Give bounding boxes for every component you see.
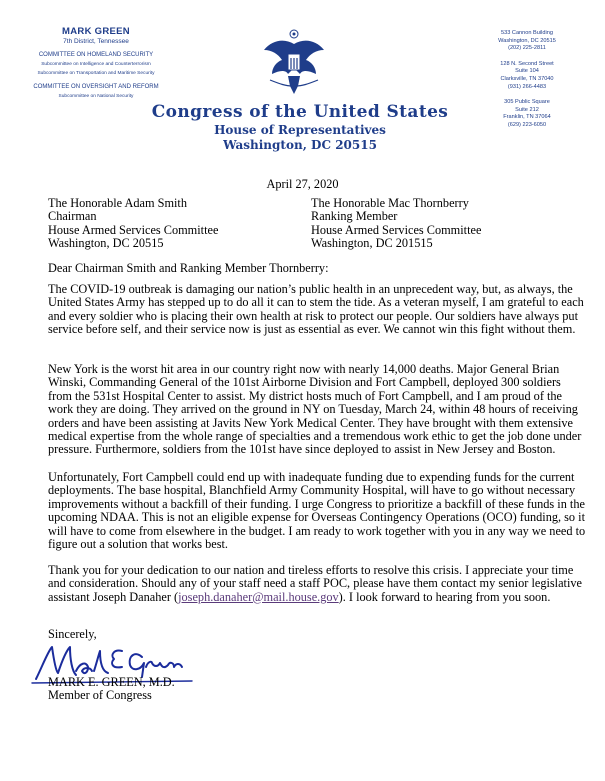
address-line: Washington, DC 20515 xyxy=(48,236,164,251)
signer-name: MARK E. GREEN, M.D. xyxy=(48,675,175,689)
body-paragraph xyxy=(48,564,586,604)
address-line: Suite 104 xyxy=(515,68,539,75)
committee-name: COMMITTEE ON OVERSIGHT AND REFORM xyxy=(33,84,159,90)
address-line: House Armed Services Committee xyxy=(311,222,482,237)
office-address xyxy=(477,61,577,91)
address-line: House Armed Services Committee xyxy=(48,222,219,237)
address-line: Washington, DC 201515 xyxy=(311,236,433,251)
office-address xyxy=(477,30,577,53)
address-line: Chairman xyxy=(48,209,97,224)
body-paragraph xyxy=(48,283,586,337)
paragraph-text: New York is the worst hit area in our country right now with nearly 14,000 deaths. Major General Brian Winski, Commanding General of the 101st Airborne Division and Fort Campbell, deployed 300 soldiers from the 531st Hospital Center to assist. My district hosts much of Fort Campbell, and I am proud of the work they are doing. They arrived on the ground in NY on Tuesday, March 24, within 48 hours of receiving orders and have been assisting at Javits New York Medical Center. They have brought with them extensive medical expertise from the whole range of specialties and a tremendous work ethic to get the job done under pressure. Furthermore, soldiers from the 101st have since deployed to assist in New Jersey and Boston. xyxy=(48,362,582,457)
address-line: 128 N. Second Street xyxy=(500,60,554,67)
email-link[interactable]: joseph.danaher@mail.house.gov xyxy=(178,589,339,604)
body-paragraph xyxy=(48,363,586,457)
letterhead-left xyxy=(10,26,182,100)
letterhead-right xyxy=(477,30,577,138)
phone-line: (629) 223-6050 xyxy=(507,121,547,128)
congress-title: Congress of the United States xyxy=(151,102,449,122)
signer-block xyxy=(48,676,175,703)
address-line: Suite 212 xyxy=(515,106,539,113)
address-line: The Honorable Adam Smith xyxy=(48,196,188,210)
recipient-address xyxy=(311,197,481,251)
member-district: 7th District, Tennessee xyxy=(63,38,129,45)
paragraph-text-start: Thank you for your dedication to our nation and tireless efforts to resolve this crisis. I appreciate your time and consideration. Should any of your staff need a staff POC, please have them contact my senior legislative assistant Joseph Danaher ( xyxy=(48,563,582,604)
address-line: Washington, DC 20515 xyxy=(498,37,556,44)
letterhead-title xyxy=(150,102,450,152)
letter-date: April 27, 2020 xyxy=(266,177,339,191)
address-line: 533 Cannon Building xyxy=(501,30,553,36)
phone-line: (202) 225-2811 xyxy=(508,45,546,52)
salutation: Dear Chairman Smith and Ranking Member Thornberry: xyxy=(48,261,329,275)
body-paragraph xyxy=(48,471,586,551)
paragraph-text xyxy=(48,564,586,604)
office-address xyxy=(477,99,577,129)
subcommittee-name: Subcommittee on Transportation and Maritime Security xyxy=(37,71,155,76)
congressional-seal-icon xyxy=(262,28,326,96)
address-line: The Honorable Mac Thornberry xyxy=(311,196,469,210)
house-city: Washington, DC 20515 xyxy=(223,138,377,152)
paragraph-text-end: ). I look forward to hearing from you soon. xyxy=(338,589,551,604)
address-line: Ranking Member xyxy=(311,209,398,224)
committee-name: COMMITTEE ON HOMELAND SECURITY xyxy=(38,52,154,58)
subcommittee-name: Subcommittee on Intelligence and Counterterrorism xyxy=(41,62,151,67)
phone-line: (931) 266-4483 xyxy=(507,83,547,90)
address-line: Clarksville, TN 37040 xyxy=(500,75,554,82)
address-line: Franklin, TN 37064 xyxy=(503,114,551,121)
house-title: House of Representatives xyxy=(214,123,386,137)
closing: Sincerely, xyxy=(48,627,97,641)
recipient-address xyxy=(48,197,218,251)
member-name: MARK GREEN xyxy=(62,26,130,37)
paragraph-text: Unfortunately, Fort Campbell could end up with inadequate funding due to expending funds for the current deployments. The base hospital, Blanchfield Army Community Hospital, will have to go without necessary improvements without a backfill of their funding. I urge Congress to prioritize a backfill of these funds in the upcoming NDAA. This is not an eligible expense for Overseas Contingency Operations (OCO) funding, so it will have to come from elsewhere in the budget. I am ready to work together with you in any way we need to figure out a solution that works best. xyxy=(48,470,586,552)
signer-title: Member of Congress xyxy=(48,688,152,703)
subcommittee-name: Subcommittee on National Security xyxy=(58,94,134,99)
address-line: 305 Public Square xyxy=(504,99,550,106)
paragraph-text: The COVID-19 outbreak is damaging our nation’s public health in an unprecedent way, but, as always, the United States Army has stepped up to do all it can to stem the tide. As a veteran myself, I am grateful to each and every soldier who is placing their own health at risk to protect our people. Our soldiers have always put service before self, and their service now is just as essential as ever. We cannot win this fight without them. xyxy=(48,282,584,337)
